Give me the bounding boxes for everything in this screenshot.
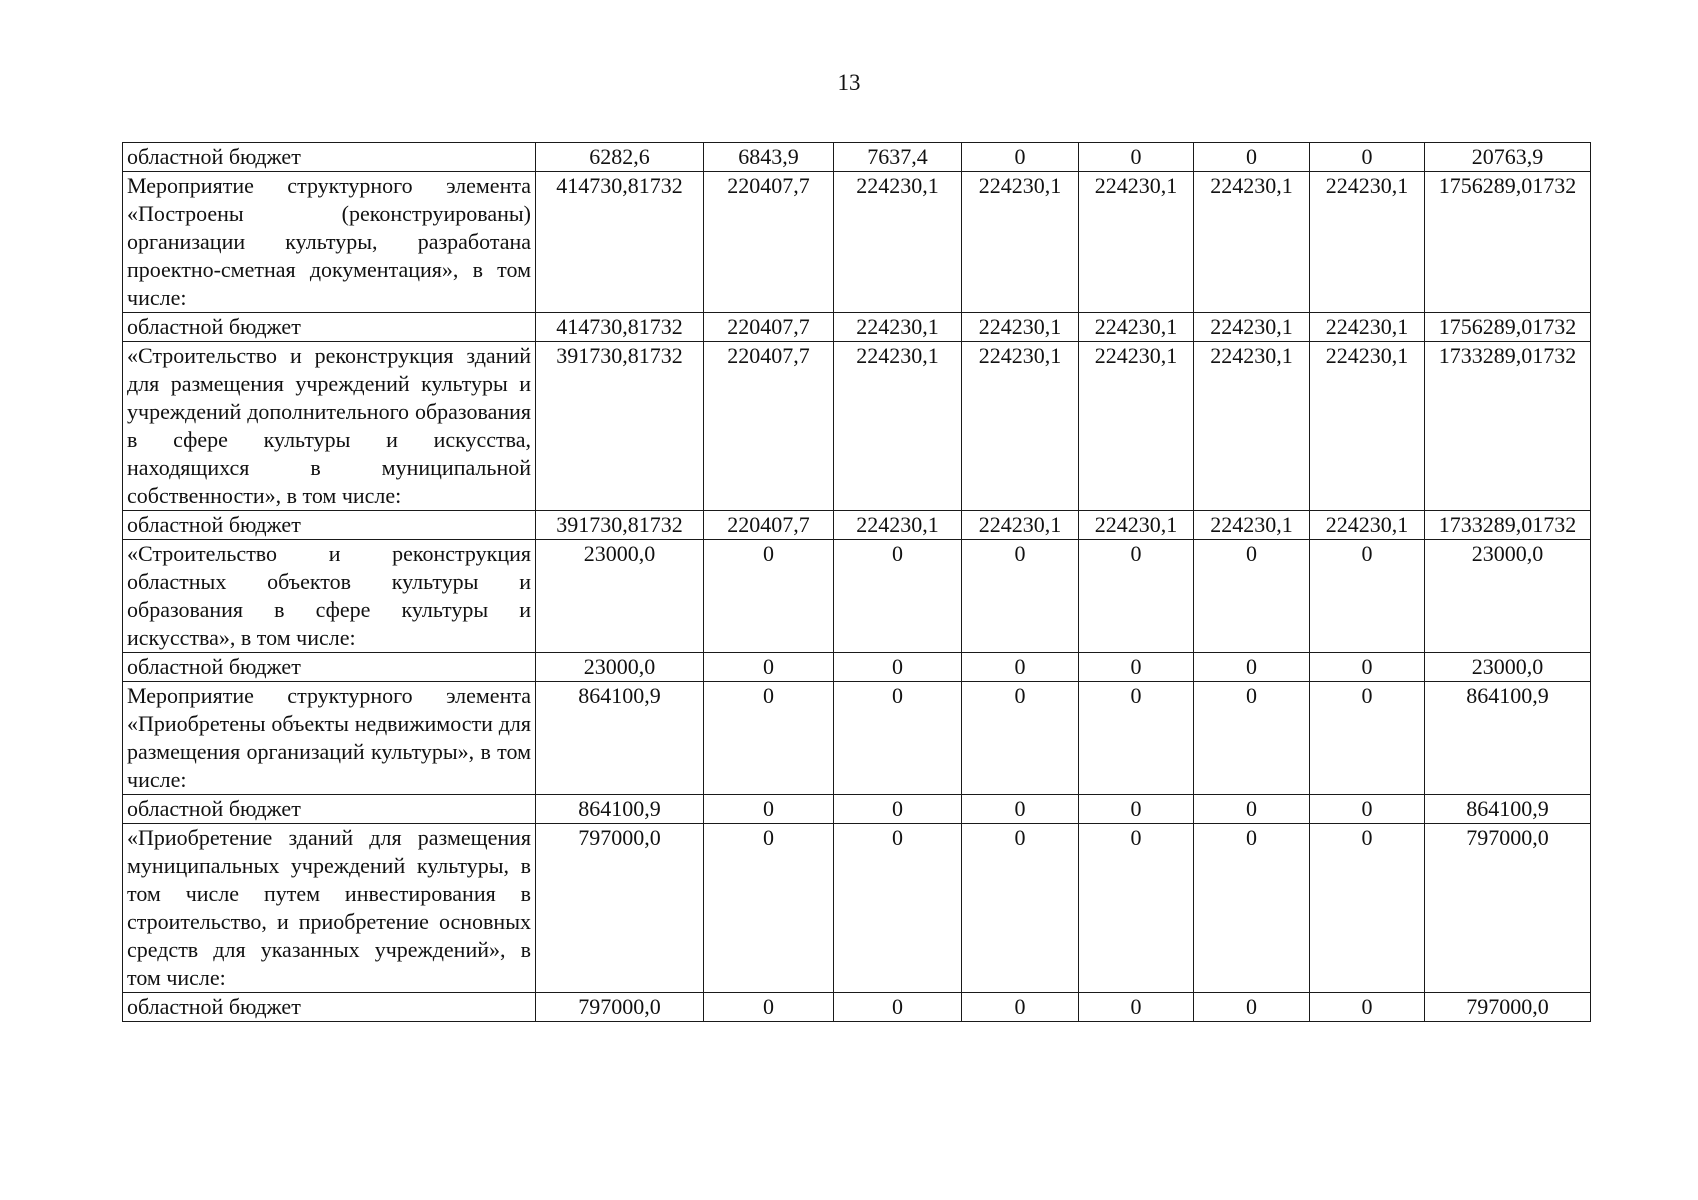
value-cell: 0	[834, 682, 962, 795]
value-cell: 224230,1	[962, 313, 1079, 342]
total-cell: 1733289,01732	[1425, 342, 1591, 511]
value-cell: 0	[1079, 795, 1194, 824]
table-row	[123, 993, 1591, 1022]
value-cell: 0	[1194, 795, 1310, 824]
value-cell: 224230,1	[1079, 342, 1194, 511]
table-row	[123, 653, 1591, 682]
value-cell: 0	[1194, 653, 1310, 682]
value-cell: 23000,0	[536, 540, 704, 653]
total-cell: 23000,0	[1425, 540, 1591, 653]
value-cell: 224230,1	[962, 172, 1079, 313]
value-cell: 0	[704, 540, 834, 653]
value-cell: 0	[834, 653, 962, 682]
total-cell: 1756289,01732	[1425, 172, 1591, 313]
value-cell: 224230,1	[1310, 511, 1425, 540]
value-cell: 224230,1	[1310, 172, 1425, 313]
value-cell: 0	[962, 540, 1079, 653]
page-number: 13	[837, 70, 861, 95]
value-cell: 0	[704, 682, 834, 795]
value-cell: 224230,1	[1079, 313, 1194, 342]
total-cell: 864100,9	[1425, 795, 1591, 824]
table-row	[123, 682, 1591, 795]
value-cell: 0	[1310, 540, 1425, 653]
value-cell: 23000,0	[536, 653, 704, 682]
value-cell: 224230,1	[1079, 172, 1194, 313]
value-cell: 224230,1	[1310, 342, 1425, 511]
value-cell: 0	[1310, 143, 1425, 172]
value-cell: 797000,0	[536, 993, 704, 1022]
value-cell: 391730,81732	[536, 342, 704, 511]
total-cell: 1733289,01732	[1425, 511, 1591, 540]
value-cell: 0	[962, 795, 1079, 824]
value-cell: 7637,4	[834, 143, 962, 172]
value-cell: 0	[704, 653, 834, 682]
value-cell: 0	[1194, 682, 1310, 795]
value-cell: 0	[1079, 143, 1194, 172]
value-cell: 414730,81732	[536, 172, 704, 313]
row-label: областной бюджет	[123, 795, 536, 824]
total-cell: 1756289,01732	[1425, 313, 1591, 342]
value-cell: 224230,1	[834, 313, 962, 342]
value-cell: 0	[704, 993, 834, 1022]
value-cell: 0	[1310, 795, 1425, 824]
value-cell: 0	[962, 993, 1079, 1022]
row-label: областной бюджет	[123, 511, 536, 540]
value-cell: 0	[834, 540, 962, 653]
value-cell: 0	[1079, 682, 1194, 795]
value-cell: 224230,1	[1079, 511, 1194, 540]
value-cell: 864100,9	[536, 682, 704, 795]
value-cell: 391730,81732	[536, 511, 704, 540]
value-cell: 224230,1	[1194, 511, 1310, 540]
value-cell: 0	[704, 824, 834, 993]
table-row	[123, 342, 1591, 511]
value-cell: 0	[704, 795, 834, 824]
value-cell: 0	[1079, 993, 1194, 1022]
row-label: Мероприятие структурного элемента «Приобретены объекты недвижимости для размещения организаций культуры», в том числе:	[123, 682, 536, 795]
value-cell: 0	[1310, 993, 1425, 1022]
budget-table	[122, 142, 1591, 1022]
value-cell: 224230,1	[962, 511, 1079, 540]
row-label: «Строительство и реконструкция областных объектов культуры и образования в сфере культуры и искусства», в том числе:	[123, 540, 536, 653]
value-cell: 0	[962, 143, 1079, 172]
value-cell: 0	[1310, 653, 1425, 682]
table-row	[123, 824, 1591, 993]
table-row	[123, 511, 1591, 540]
value-cell: 0	[1310, 682, 1425, 795]
value-cell: 220407,7	[704, 172, 834, 313]
total-cell: 20763,9	[1425, 143, 1591, 172]
value-cell: 224230,1	[1310, 313, 1425, 342]
total-cell: 23000,0	[1425, 653, 1591, 682]
value-cell: 0	[1194, 824, 1310, 993]
value-cell: 6843,9	[704, 143, 834, 172]
row-label: «Строительство и реконструкция зданий для размещения учреждений культуры и учреждений дополнительного образования в сфере культуры и искусства, находящихся в муниципальной собственности», в том числе:	[123, 342, 536, 511]
row-label: Мероприятие структурного элемента «Построены (реконструированы) организации культуры, разработана проектно-сметная документация», в том числе:	[123, 172, 536, 313]
total-cell: 864100,9	[1425, 682, 1591, 795]
table-row	[123, 313, 1591, 342]
table-row	[123, 540, 1591, 653]
value-cell: 0	[834, 993, 962, 1022]
value-cell: 0	[1079, 653, 1194, 682]
value-cell: 6282,6	[536, 143, 704, 172]
row-label: областной бюджет	[123, 653, 536, 682]
value-cell: 224230,1	[962, 342, 1079, 511]
value-cell: 0	[834, 795, 962, 824]
value-cell: 0	[962, 682, 1079, 795]
value-cell: 220407,7	[704, 511, 834, 540]
table-body	[123, 143, 1591, 1022]
value-cell: 797000,0	[536, 824, 704, 993]
value-cell: 0	[1079, 540, 1194, 653]
value-cell: 0	[1194, 143, 1310, 172]
value-cell: 0	[1194, 540, 1310, 653]
row-label: областной бюджет	[123, 143, 536, 172]
table-row	[123, 143, 1591, 172]
value-cell: 0	[834, 824, 962, 993]
value-cell: 224230,1	[1194, 172, 1310, 313]
value-cell: 224230,1	[834, 342, 962, 511]
value-cell: 224230,1	[834, 511, 962, 540]
row-label: областной бюджет	[123, 313, 536, 342]
value-cell: 220407,7	[704, 313, 834, 342]
table-row	[123, 795, 1591, 824]
total-cell: 797000,0	[1425, 824, 1591, 993]
row-label: «Приобретение зданий для размещения муниципальных учреждений культуры, в том числе путем инвестирования в строительство, и приобретение основных средств для указанных учреждений», в том числе:	[123, 824, 536, 993]
value-cell: 224230,1	[834, 172, 962, 313]
value-cell: 224230,1	[1194, 342, 1310, 511]
value-cell: 0	[962, 653, 1079, 682]
value-cell: 0	[1079, 824, 1194, 993]
total-cell: 797000,0	[1425, 993, 1591, 1022]
value-cell: 0	[1310, 824, 1425, 993]
value-cell: 224230,1	[1194, 313, 1310, 342]
value-cell: 414730,81732	[536, 313, 704, 342]
table-row	[123, 172, 1591, 313]
value-cell: 220407,7	[704, 342, 834, 511]
value-cell: 0	[1194, 993, 1310, 1022]
value-cell: 864100,9	[536, 795, 704, 824]
value-cell: 0	[962, 824, 1079, 993]
row-label: областной бюджет	[123, 993, 536, 1022]
